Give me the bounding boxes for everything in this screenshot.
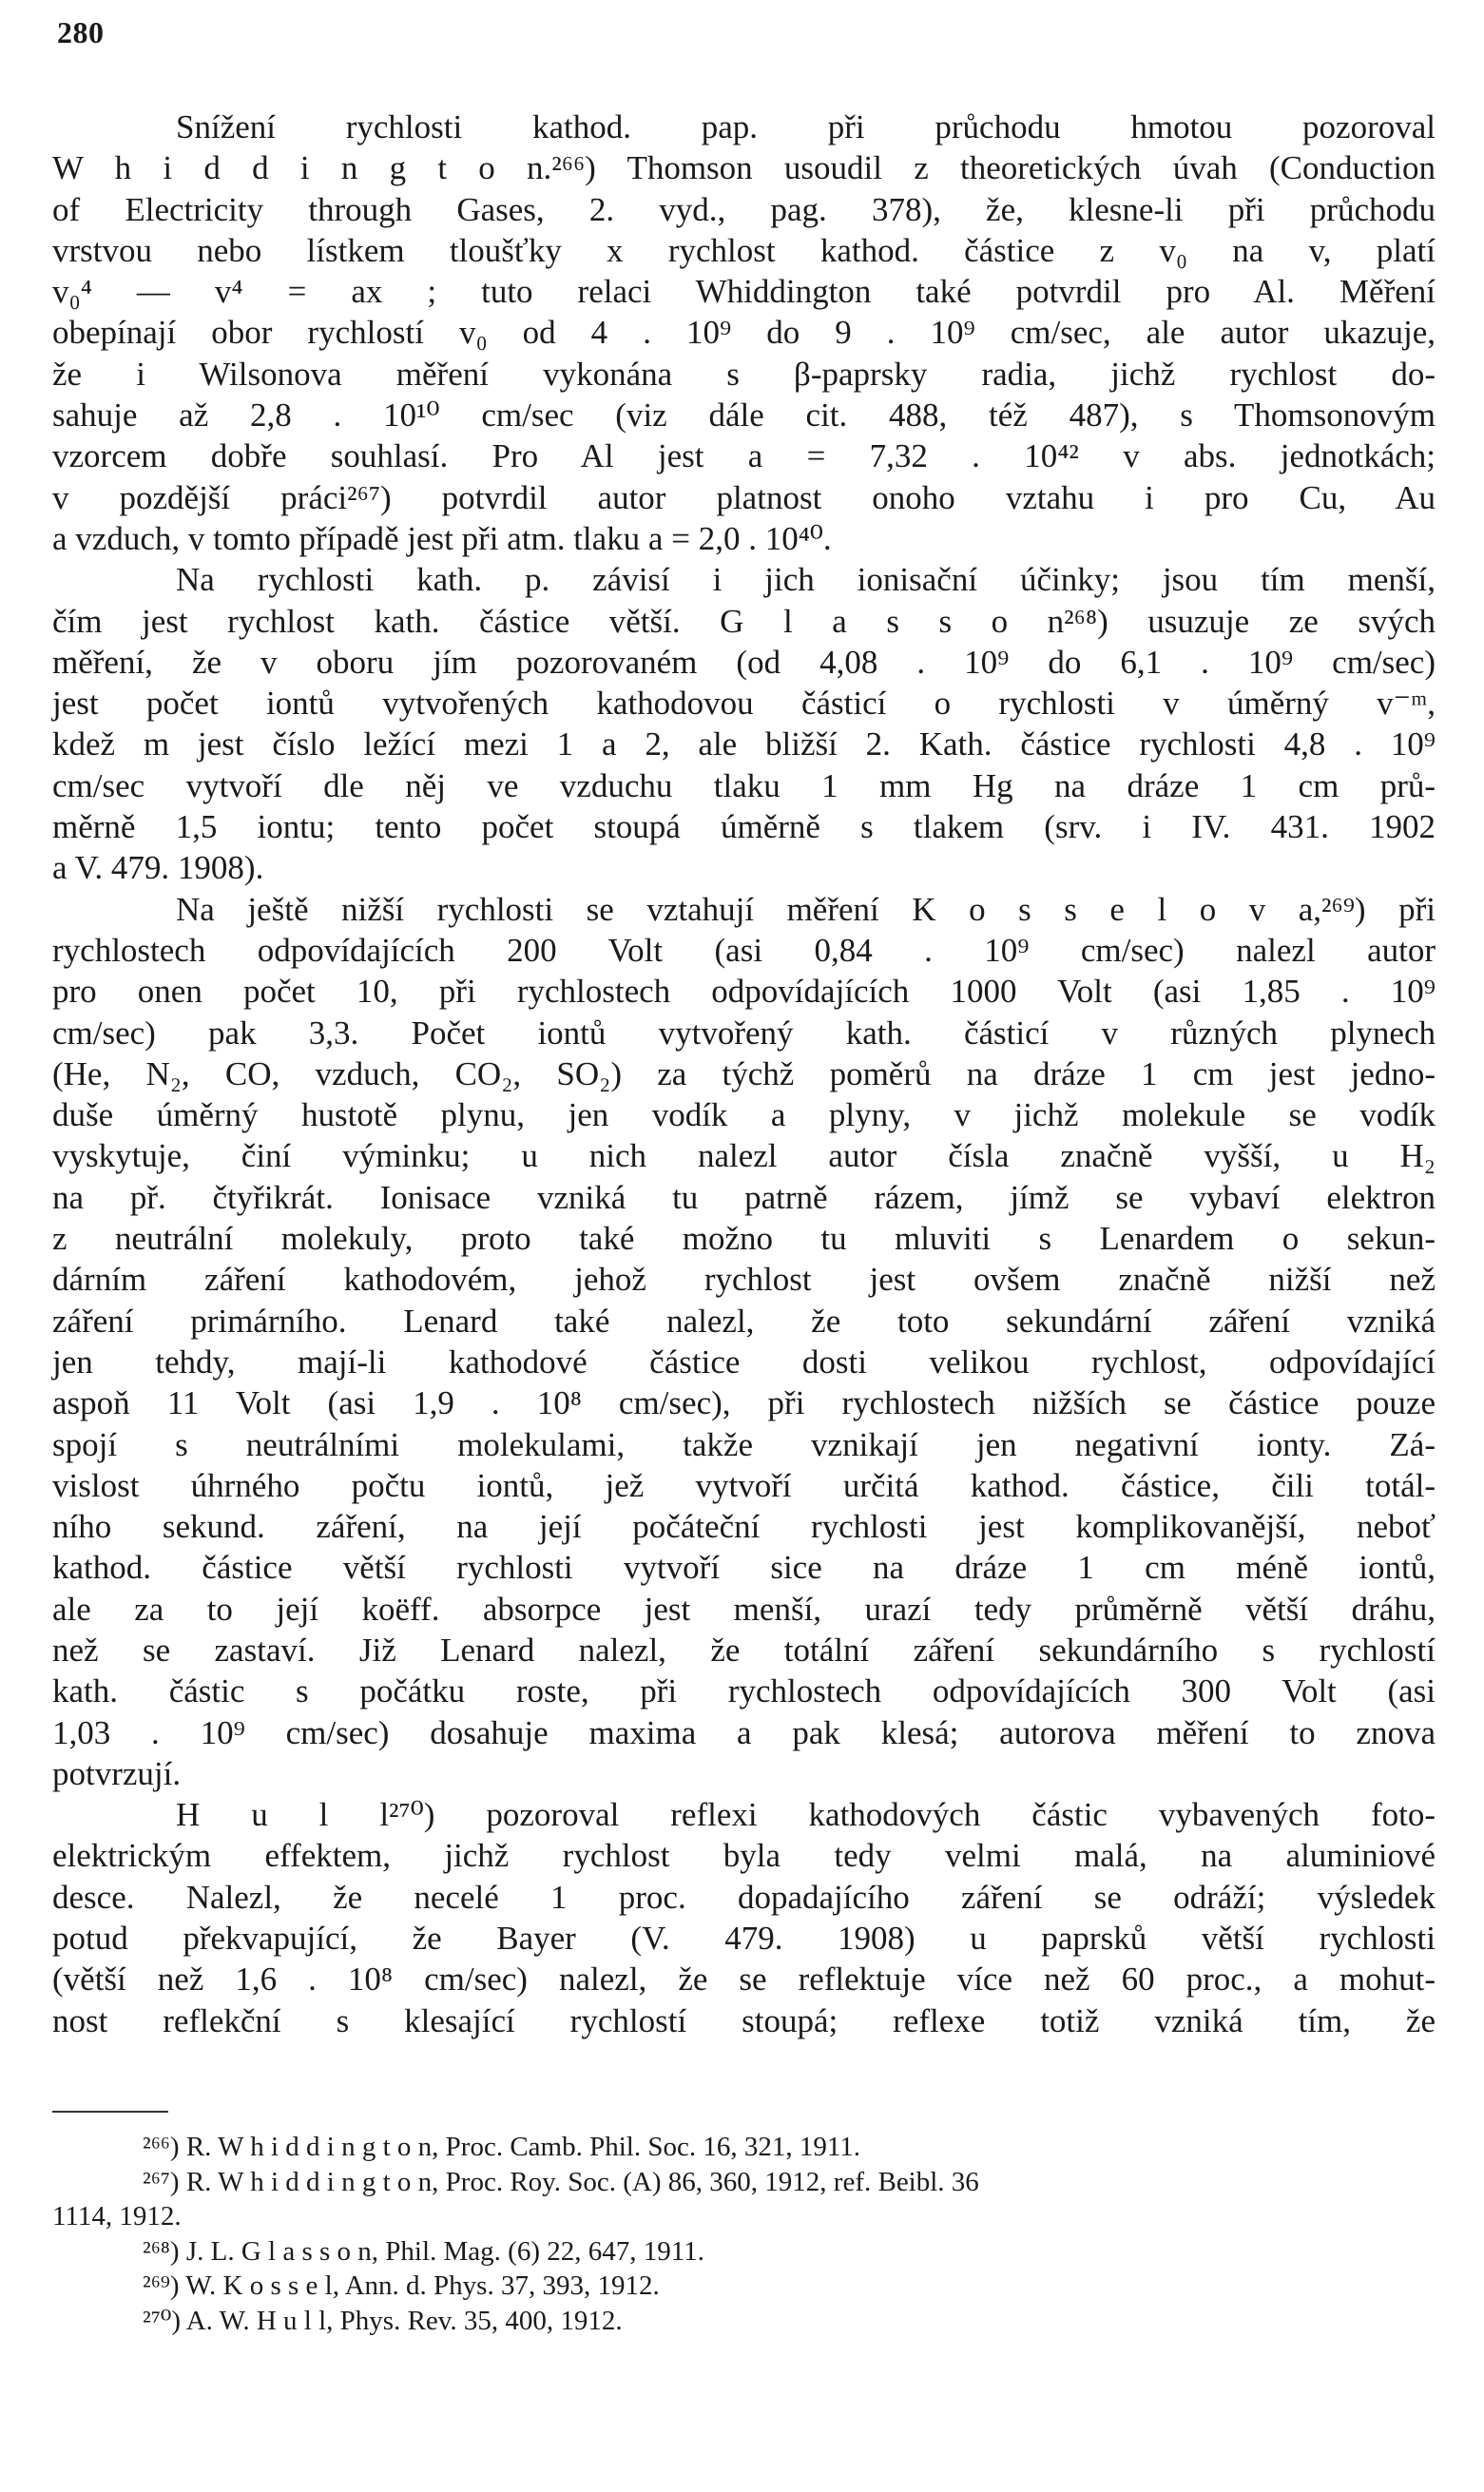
footnote-line: ²⁶⁷) R. W h i d d i n g t o n, Proc. Roy. Soc. (A) 86, 360, 1912, ref. Beibl. 36 xyxy=(143,2166,979,2197)
body-line: potud překvapující, že Bayer (V. 479. 1908) u paprsků větší rychlosti xyxy=(52,1920,1436,1958)
footnote-line: ²⁷⁰) A. W. H u l l, Phys. Rev. 35, 400, 1912. xyxy=(143,2305,623,2336)
body-line: dárním záření kathodovém, jehož rychlost jest ovšem značně nižší než xyxy=(52,1261,1436,1299)
body-line: (He, N₂, CO, vzduch, CO₂, SO₂) za týchž poměrů na dráze 1 cm jest jedno- xyxy=(52,1054,1436,1092)
body-line: sahuje až 2,8 . 10¹⁰ cm/sec (viz dále cit. 488, též 487), s Thomsonovým xyxy=(52,396,1436,435)
body-line: z neutrální molekuly, proto také možno tu mluviti s Lenardem o sekun- xyxy=(52,1220,1436,1258)
body-line: 1,03 . 10⁹ cm/sec) dosahuje maxima a pak klesá; autorova měření to znova xyxy=(52,1713,1436,1751)
body-line: elektrickým effektem, jichž rychlost byla tedy velmi malá, na aluminiové xyxy=(52,1837,1436,1875)
body-line: nost reflekční s klesající rychlostí stoupá; reflexe totiž vzniká tím, že xyxy=(52,2001,1436,2039)
body-line: vzorcem dobře souhlasí. Pro Al jest a = 7,32 . 10⁴² v abs. jednotkách; xyxy=(52,437,1436,475)
body-line: vyskytuje, činí výminku; u nich nalezl autor čísla značně vyšší, u H₂ xyxy=(52,1137,1436,1175)
body-line: duše úměrný hustotě plynu, jen vodík a plyny, v jichž molekule se vodík xyxy=(52,1096,1436,1134)
body-line: ního sekund. záření, na její počáteční rychlosti jest komplikovanější, neboť xyxy=(52,1508,1436,1546)
body-line: desce. Nalezl, že necelé 1 proc. dopadajícího záření se odráží; výsledek xyxy=(52,1878,1436,1916)
footnote-line: 1114, 1912. xyxy=(52,2201,182,2231)
body-line: obepínají obor rychlostí v₀ od 4 . 10⁹ do 9 . 10⁹ cm/sec, ale autor ukazuje, xyxy=(52,314,1436,352)
body-line: měření, že v oboru jím pozorovaném (od 4,08 . 10⁹ do 6,1 . 10⁹ cm/sec) xyxy=(52,643,1436,681)
body-line: kathod. částice větší rychlosti vytvoří sice na dráze 1 cm méně iontů, xyxy=(52,1549,1436,1587)
body-line: rychlostech odpovídajících 200 Volt (asi 0,84 . 10⁹ cm/sec) nalezl autor xyxy=(52,931,1436,969)
body-line: pro onen počet 10, při rychlostech odpovídajících 1000 Volt (asi 1,85 . 10⁹ xyxy=(52,973,1436,1011)
body-line: v pozdější práci²⁶⁷) potvrdil autor platnost onoho vztahu i pro Cu, Au xyxy=(52,478,1436,516)
body-line: vrstvou nebo lístkem tloušťky x rychlost kathod. částice z v₀ na v, platí xyxy=(52,231,1436,269)
body-line: na př. čtyřikrát. Ionisace vzniká tu patrně rázem, jímž se vybaví elektron xyxy=(52,1178,1436,1216)
body-line: jest počet iontů vytvořených kathodovou částicí o rychlosti v úměrný v⁻ᵐ, xyxy=(52,685,1436,723)
body-line: vislost úhrného počtu iontů, jež vytvoří určitá kathod. částice, čili totál- xyxy=(52,1466,1436,1504)
footnote-line: ²⁶⁶) R. W h i d d i n g t o n, Proc. Camb. Phil. Soc. 16, 321, 1911. xyxy=(143,2132,861,2162)
body-line: spojí s neutrálními molekulami, takže vznikají jen negativní ionty. Zá- xyxy=(52,1425,1436,1463)
footnotes xyxy=(52,2130,1436,2338)
body-line: než se zastaví. Již Lenard nalezl, že totální záření sekundárního s rychlostí xyxy=(52,1631,1436,1669)
body-line: a vzduch, v tomto případě jest při atm. tlaku a = 2,0 . 10⁴⁰. xyxy=(52,519,832,557)
body-line: of Electricity through Gases, 2. vyd., pag. 378), že, klesne-li při průchodu xyxy=(52,190,1436,228)
body-line: Na rychlosti kath. p. závisí i jich ionisační účinky; jsou tím menší, xyxy=(176,561,1436,599)
body-line: kath. částic s počátku roste, při rychlostech odpovídajících 300 Volt (asi xyxy=(52,1672,1436,1710)
body-line: W h i d d i n g t o n.²⁶⁶) Thomson usoudil z theoretických úvah (Conduction xyxy=(52,149,1436,187)
body-line: ale za to její koëff. absorpce jest menší, urazí tedy průměrně větší dráhu, xyxy=(52,1590,1436,1628)
body-line: (větší než 1,6 . 10⁸ cm/sec) nalezl, že se reflektuje více než 60 proc., a mohut- xyxy=(52,1961,1436,1999)
body-line: že i Wilsonova měření vykonána s β-paprsky radia, jichž rychlost do- xyxy=(52,355,1436,393)
body-line: H u l l²⁷⁰) pozoroval reflexi kathodových částic vybavených foto- xyxy=(176,1796,1436,1834)
body-line: záření primárního. Lenard také nalezl, že toto sekundární záření vzniká xyxy=(52,1302,1436,1340)
body-line: čím jest rychlost kath. částice větší. G l a s s o n²⁶⁸) usuzuje ze svých xyxy=(52,602,1436,640)
body-line: a V. 479. 1908). xyxy=(52,849,264,887)
body-line: kdež m jest číslo ležící mezi 1 a 2, ale bližší 2. Kath. částice rychlosti 4,8 . 10⁹ xyxy=(52,725,1436,763)
body-line: měrně 1,5 iontu; tento počet stoupá úměrně s tlakem (srv. i IV. 431. 1902 xyxy=(52,808,1436,846)
body-line: cm/sec vytvoří dle něj ve vzduchu tlaku 1 mm Hg na dráze 1 cm prů- xyxy=(52,766,1436,804)
page-number: 280 xyxy=(57,15,105,49)
footnote-line: ²⁶⁸) J. L. G l a s s o n, Phil. Mag. (6) 22, 647, 1911. xyxy=(143,2235,704,2267)
body-line: potvrzují. xyxy=(52,1754,182,1792)
body-line: Na ještě nižší rychlosti se vztahují měření K o s s e l o v a,²⁶⁹) při xyxy=(176,890,1436,928)
body-line: aspoň 11 Volt (asi 1,9 . 10⁸ cm/sec), při rychlostech nižších se částice pouze xyxy=(52,1384,1436,1422)
footnote-line: ²⁶⁹) W. K o s s e l, Ann. d. Phys. 37, 393, 1912. xyxy=(143,2270,660,2301)
body-text xyxy=(52,106,1436,2041)
body-line: cm/sec) pak 3,3. Počet iontů vytvořený kath. částicí v různých plynech xyxy=(52,1014,1436,1052)
footnote-separator xyxy=(52,2111,168,2113)
body-line: jen tehdy, mají-li kathodové částice dosti velikou rychlost, odpovídající xyxy=(52,1343,1436,1381)
body-line: Snížení rychlosti kathod. pap. při průchodu hmotou pozoroval xyxy=(176,108,1436,145)
body-line: v₀⁴ — v⁴ = ax ; tuto relaci Whiddington také potvrdil pro Al. Měření xyxy=(52,273,1436,311)
